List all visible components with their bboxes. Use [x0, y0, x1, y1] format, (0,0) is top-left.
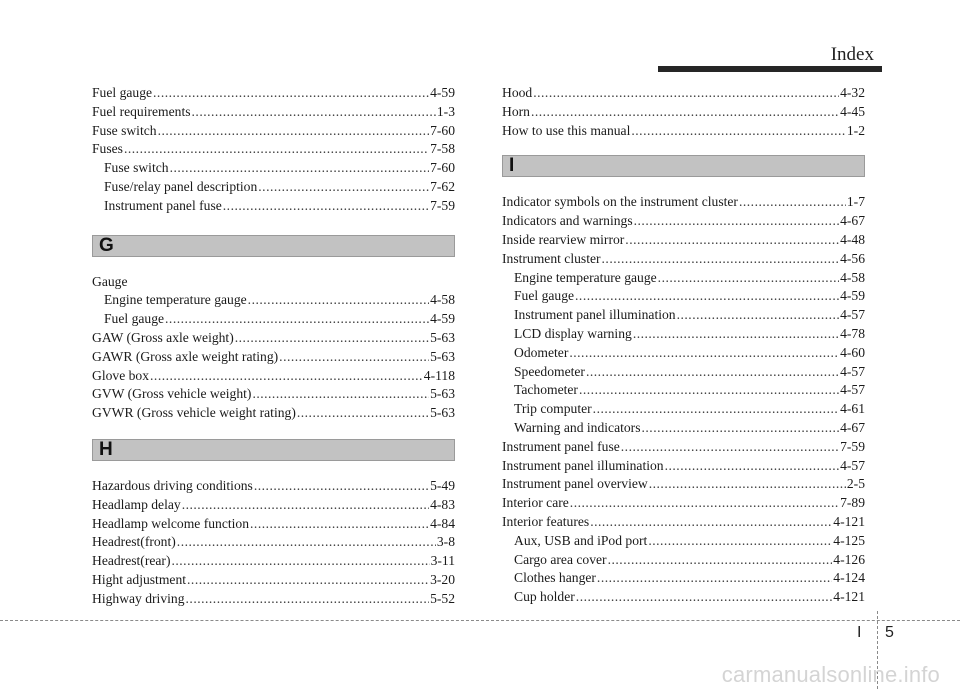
- index-entry: [502, 212, 865, 231]
- entry-group-h-cont: [502, 84, 865, 140]
- dot-leader: [634, 212, 839, 231]
- index-subentry: [502, 287, 865, 306]
- entry-text: Instrument panel illumination: [514, 307, 676, 323]
- index-entry: [502, 122, 865, 141]
- dot-leader: [235, 329, 429, 348]
- entry-text: Instrument panel illumination: [502, 457, 664, 473]
- index-entry: [92, 404, 455, 423]
- entry-text: How to use this manual: [502, 122, 631, 138]
- entry-text: Odometer: [514, 344, 569, 360]
- dot-leader: [593, 400, 839, 419]
- dot-leader: [171, 552, 429, 571]
- dot-leader: [739, 193, 846, 212]
- dot-leader: [192, 103, 436, 122]
- entry-text: Indicators and warnings: [502, 213, 633, 229]
- dot-leader: [579, 381, 839, 400]
- entry-text: Glove box: [92, 367, 150, 383]
- entry-page-ref: 4-60: [840, 344, 865, 360]
- entry-page-ref: 7-59: [840, 438, 865, 454]
- entry-page-ref: 5-49: [430, 477, 455, 493]
- dot-leader: [158, 122, 430, 141]
- index-entry: [502, 457, 865, 476]
- dot-leader: [649, 475, 846, 494]
- entry-page-ref: 7-60: [430, 122, 455, 138]
- entry-text: Engine temperature gauge: [104, 292, 247, 308]
- index-subentry: [502, 569, 865, 588]
- index-subentry: [502, 325, 865, 344]
- index-entry: [92, 533, 455, 552]
- entry-text: Engine temperature gauge: [514, 269, 657, 285]
- entry-page-ref: 4-56: [840, 250, 865, 266]
- dot-leader: [252, 385, 429, 404]
- entry-page-ref: 4-121: [833, 513, 865, 529]
- dot-leader: [153, 84, 429, 103]
- entry-text: Cup holder: [514, 589, 575, 605]
- entry-text: Highway driving: [92, 590, 185, 606]
- entry-text: Fuse switch: [104, 160, 169, 176]
- section-header-i: [502, 155, 865, 177]
- dot-leader: [570, 494, 839, 513]
- entry-text: Instrument cluster: [502, 250, 601, 266]
- dot-leader: [602, 250, 840, 269]
- entry-page-ref: 4-78: [840, 325, 865, 341]
- entry-text: Tachometer: [514, 382, 578, 398]
- entry-page-ref: 7-62: [430, 178, 455, 194]
- entry-text: Fuel gauge: [92, 85, 153, 100]
- dot-leader: [279, 348, 429, 367]
- watermark-text: carmanualsonline.info: [721, 662, 940, 687]
- dot-leader: [665, 457, 839, 476]
- dot-leader: [642, 419, 840, 438]
- entry-text: Trip computer: [514, 401, 592, 417]
- entry-text: Fuel requirements: [92, 103, 191, 119]
- entry-page-ref: 4-45: [840, 103, 865, 119]
- dot-leader: [631, 122, 846, 141]
- section-header-h: [92, 439, 455, 461]
- entry-text: Indicator symbols on the instrument cluster: [502, 194, 738, 210]
- entry-page-ref: 1-3: [436, 103, 455, 119]
- dot-leader: [170, 159, 430, 178]
- entry-page-ref: 1-2: [846, 122, 865, 138]
- index-entry: [502, 475, 865, 494]
- index-entry: [92, 515, 455, 534]
- entry-text: Clothes hanger: [514, 570, 596, 586]
- entry-page-ref: 4-126: [833, 551, 865, 567]
- section-header-g: [92, 235, 455, 257]
- entry-page-ref: 4-59: [430, 311, 455, 327]
- entry-page-ref: 4-58: [840, 269, 865, 285]
- entry-text: Fuse/relay panel description: [104, 178, 258, 194]
- entry-page-ref: 7-89: [840, 495, 865, 511]
- entry-text: Speedometer: [514, 363, 585, 379]
- entry-text: Horn: [502, 103, 530, 119]
- entry-page-ref: 4-59: [430, 85, 455, 100]
- index-column-left: [92, 84, 455, 609]
- dot-leader: [633, 325, 839, 344]
- dot-leader: [658, 269, 839, 288]
- dot-leader: [575, 287, 839, 306]
- index-entry: [92, 348, 455, 367]
- entry-text: Interior features: [502, 513, 590, 529]
- entry-page-ref: 4-57: [840, 457, 865, 473]
- entry-text: Fuses: [92, 141, 123, 157]
- dot-leader: [186, 590, 430, 609]
- entry-group-f: [92, 84, 455, 216]
- entry-text: GAWR (Gross axle weight rating): [92, 348, 279, 364]
- dot-leader: [648, 532, 832, 551]
- entry-group-g: [92, 291, 455, 423]
- section-letter-i: I: [509, 155, 515, 177]
- entry-page-ref: 4-121: [833, 589, 865, 605]
- entry-page-ref: 5-63: [430, 405, 455, 421]
- dot-leader: [531, 103, 839, 122]
- entry-text: GAW (Gross axle weight): [92, 329, 234, 345]
- entry-page-ref: 5-63: [430, 386, 455, 402]
- index-column-right: [502, 84, 865, 607]
- entry-text: GVW (Gross vehicle weight): [92, 386, 252, 402]
- dot-leader: [250, 515, 429, 534]
- entry-page-ref: 4-125: [833, 532, 865, 548]
- index-subentry: [92, 291, 455, 310]
- index-entry-heading: Gauge: [92, 273, 128, 289]
- index-entry: [92, 385, 455, 404]
- index-entry: [92, 367, 455, 386]
- entry-page-ref: 4-32: [840, 85, 865, 100]
- entry-page-ref: 4-83: [430, 496, 455, 512]
- dot-leader: [677, 306, 839, 325]
- entry-page-ref: 4-58: [430, 292, 455, 308]
- entry-page-ref: 4-57: [840, 363, 865, 379]
- dot-leader: [576, 588, 832, 607]
- index-entry: [502, 494, 865, 513]
- page-header-title: Index: [830, 44, 874, 65]
- entry-page-ref: 4-57: [840, 307, 865, 323]
- index-subentry: [502, 363, 865, 382]
- index-subentry: [502, 306, 865, 325]
- index-entry: [502, 513, 865, 532]
- dot-leader: [297, 404, 429, 423]
- dot-leader: [533, 84, 839, 103]
- index-subentry: [92, 197, 455, 216]
- entry-page-ref: 4-84: [430, 515, 455, 531]
- entry-page-ref: 4-48: [840, 231, 865, 247]
- index-subentry: [502, 269, 865, 288]
- dot-leader: [597, 569, 832, 588]
- section-letter-h: H: [99, 438, 113, 460]
- index-subentry: [502, 344, 865, 363]
- entry-text: Instrument panel fuse: [104, 197, 222, 213]
- entry-text: Headrest(front): [92, 534, 176, 550]
- index-subentry: [502, 419, 865, 438]
- section-letter-g: G: [99, 234, 114, 256]
- entry-group-i: [502, 193, 865, 607]
- index-subentry: [502, 381, 865, 400]
- entry-text: Aux, USB and iPod port: [514, 532, 648, 548]
- entry-text: Hazardous driving conditions: [92, 477, 253, 493]
- dot-leader: [625, 231, 839, 250]
- entry-page-ref: 4-67: [840, 213, 865, 229]
- index-entry: [92, 122, 455, 141]
- entry-page-ref: 3-20: [430, 571, 455, 587]
- entry-page-ref: 4-118: [423, 367, 455, 383]
- entry-text: Warning and indicators: [514, 419, 641, 435]
- footer-page-number: 5: [885, 624, 894, 641]
- entry-text: GVWR (Gross vehicle weight rating): [92, 405, 296, 421]
- entry-page-ref: 2-5: [846, 476, 865, 492]
- dot-leader: [150, 367, 423, 386]
- index-entry: [92, 590, 455, 609]
- dot-leader: [608, 551, 833, 570]
- dot-leader: [177, 533, 436, 552]
- index-entry: [92, 571, 455, 590]
- entry-text: Interior care: [502, 495, 569, 511]
- dot-leader: [165, 310, 429, 329]
- entry-page-ref: 5-63: [430, 348, 455, 364]
- dot-leader: [248, 291, 429, 310]
- entry-text: Fuel gauge: [104, 311, 165, 327]
- entry-text: Instrument panel fuse: [502, 438, 620, 454]
- dot-leader: [182, 496, 429, 515]
- index-subentry: [92, 178, 455, 197]
- entry-text: Fuse switch: [92, 122, 157, 138]
- index-entry: [502, 103, 865, 122]
- dot-leader: [258, 178, 429, 197]
- entry-text: Hight adjustment: [92, 571, 187, 587]
- entry-page-ref: 7-60: [430, 160, 455, 176]
- entry-text: Inside rearview mirror: [502, 231, 625, 247]
- entry-text: Instrument panel overview: [502, 476, 648, 492]
- entry-page-ref: 5-52: [430, 590, 455, 606]
- entry-page-ref: 7-59: [430, 197, 455, 213]
- index-subentry: [502, 551, 865, 570]
- dot-leader: [621, 438, 839, 457]
- index-entry: [502, 84, 865, 103]
- entry-page-ref: 4-57: [840, 382, 865, 398]
- entry-text: Headrest(rear): [92, 553, 171, 569]
- index-subentry: [92, 310, 455, 329]
- entry-text: LCD display warning: [514, 325, 632, 341]
- dot-leader: [254, 477, 429, 496]
- footer-chapter-letter: I: [857, 624, 862, 641]
- index-entry: [92, 477, 455, 496]
- entry-page-ref: 7-58: [430, 141, 455, 157]
- entry-page-ref: 3-8: [436, 534, 455, 550]
- entry-page-ref: 4-61: [840, 401, 865, 417]
- index-entry: [502, 250, 865, 269]
- entry-page-ref: 1-7: [846, 194, 865, 210]
- entry-text: Headlamp welcome function: [92, 515, 250, 531]
- page-header-bar: [658, 66, 882, 72]
- entry-group-h: [92, 477, 455, 609]
- index-subentry: [92, 159, 455, 178]
- dot-leader: [124, 140, 429, 159]
- footer-dashed-rule: [0, 620, 960, 621]
- dot-leader: [586, 363, 839, 382]
- entry-page-ref: 4-67: [840, 419, 865, 435]
- dot-leader: [187, 571, 429, 590]
- dot-leader: [223, 197, 429, 216]
- dot-leader: [569, 344, 839, 363]
- index-entry: [92, 103, 455, 122]
- index-entry: [502, 438, 865, 457]
- index-entry: [92, 496, 455, 515]
- entry-page-ref: 3-11: [430, 553, 455, 569]
- index-subentry: [502, 532, 865, 551]
- entry-text: Fuel gauge: [514, 288, 575, 304]
- index-subentry: [502, 400, 865, 419]
- index-entry: [502, 231, 865, 250]
- index-entry: [92, 552, 455, 571]
- entry-text: Headlamp delay: [92, 496, 181, 512]
- index-entry: [92, 140, 455, 159]
- index-entry: [92, 329, 455, 348]
- entry-page-ref: 4-59: [840, 288, 865, 304]
- entry-text: Hood: [502, 85, 533, 100]
- dot-leader: [590, 513, 832, 532]
- entry-page-ref: 5-63: [430, 329, 455, 345]
- entry-text: Cargo area cover: [514, 551, 607, 567]
- entry-page-ref: 4-124: [833, 570, 865, 586]
- index-entry: [502, 193, 865, 212]
- index-entry: [92, 84, 455, 103]
- index-subentry: [502, 588, 865, 607]
